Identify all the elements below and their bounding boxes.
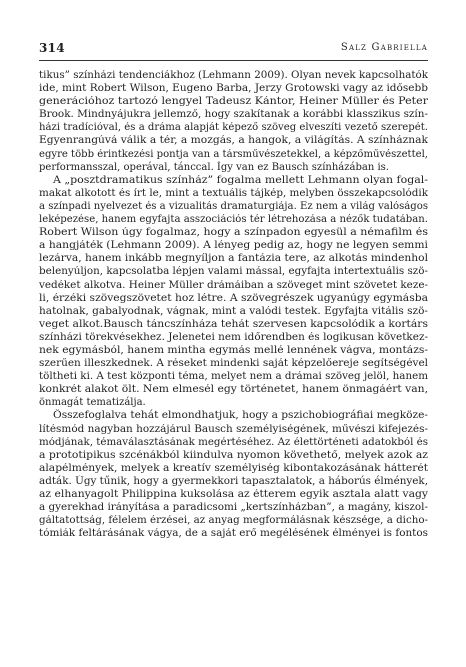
- text-line: vedéket alkotva. Heiner Müller drámáiban a szöveget mint szövetet keze-: [39, 279, 428, 291]
- text-line: makat alkotott és írt le, mint a textuális tájkép, melyben összekapcsolódik: [39, 187, 428, 199]
- text-line: tómiák feltárásának vágya, de a saját erő megélésének élményei is fontos: [39, 528, 428, 540]
- header-rule: [39, 60, 428, 61]
- text-line: ide, mint Robert Wilson, Eugeno Barba, Jerzy Grotowski vagy az idősebb: [39, 83, 428, 95]
- page-header: [39, 41, 428, 61]
- text-line: performansszal, operával, tánccal. Így van ez Bausch színházában is.: [39, 161, 389, 173]
- text-line: adták. Úgy tűnik, hogy a gyermekkori tapasztalatok, a háborús élmények,: [39, 475, 428, 487]
- running-head-author: Salz Gabriella: [340, 42, 428, 53]
- text-line: leképezése, hanem egyfajta asszociációs tér létrehozása a nézők tudatában.: [39, 214, 428, 226]
- text-line: a színpadi nyelvezet és a vizualitás dramaturgiája. Ez nem a világ valóságos: [39, 200, 428, 212]
- body-text: [39, 69, 428, 540]
- text-line: az elhanyagolt Philippina kuksolása az étterem egyik asztala alatt vagy: [39, 489, 428, 500]
- text-line: tikus” színházi tendenciákhoz (Lehmann 2009). Olyan nevek kapcsolhatók: [39, 70, 428, 81]
- text-line: önmagát tematizálja.: [39, 397, 146, 409]
- text-line: konkrét alakot ölt. Nem elmesél egy történetet, hanem önmagáért van,: [39, 384, 428, 396]
- text-line: lítésmód nagyban hozzájárul Bausch személyiségének, művészi kifejezés-: [39, 423, 428, 435]
- text-line: a hangjáték (Lehmann 2009). A lényeg pedig az, hogy ne legyen semmi: [39, 240, 428, 252]
- text-line: alapélmények, melyek a kreatív személyiség kibontakozásának hátterét: [39, 462, 428, 474]
- text-line: nek egymásból, hanem mintha egymás mellé lennének vágva, montázs-: [39, 344, 428, 356]
- text-line: töltheti ki. A test központi téma, melyet nem a drámai szöveg jelöl, hanem: [39, 371, 428, 383]
- text-line: szerűen illeszkednek. A réseket mindenki saját képzelőereje segítségével: [39, 358, 428, 370]
- text-line: belenyúljon, kapcsolatba lépjen valami mással, egyfajta intertextuális szö-: [39, 266, 428, 278]
- text-line: Összefoglalva tehát elmondhatjuk, hogy a pszichobiográfiai megköze-: [53, 410, 428, 422]
- text-line: házi tradícióval, és a dráma alapját képező szöveg elveszíti vezető szerepét.: [39, 122, 428, 134]
- page-number: 314: [39, 41, 65, 55]
- text-line: a prototipikus szcénákból kiindulva nyomon követhető, melyek azok az: [39, 449, 428, 461]
- text-line: li, érzéki szövegszövetet hoz létre. A szövegrészek ugyanúgy egymásba: [39, 292, 428, 304]
- text-line: generációhoz tartozó lengyel Tadeusz Kántor, Heiner Müller és Peter: [39, 96, 428, 108]
- text-line: Brook. Mindnyájukra jellemző, hogy szakítanak a korábbi klasszikus szín-: [39, 109, 428, 121]
- text-line: A „posztdramatikus színház” fogalma mellett Lehmann olyan fogal-: [53, 174, 428, 186]
- text-line: módjának, témaválasztásának megértéséhez. Az élettörténeti adatokból és: [39, 436, 428, 448]
- text-line: színházi törekvésekhez. Jelenetei nem időrendben és logikusan következ-: [39, 331, 428, 343]
- text-line: Robert Wilson úgy fogalmaz, hogy a színpadon egyesül a némafilm és: [39, 227, 428, 239]
- text-line: Egyenrangúvá válik a tér, a mozgás, a hangok, a világítás. A színháznak: [39, 135, 428, 147]
- text-line: lezárva, hanem inkább megnyíljon a fantázia tere, az alkotás mindenhol: [39, 253, 428, 265]
- text-line: a gyerekhad irányítása a paradicsomi „kertszínházban”, a magány, kiszol-: [39, 502, 428, 514]
- text-line: hatolnak, gabalyodnak, vágnak, mint a valódi testek. Egyfajta vitális szö-: [39, 305, 428, 317]
- text-line: veget alkot.Bausch táncszínháza tehát szervesen kapcsolódik a kortárs: [39, 318, 428, 330]
- text-line: gáltatottság, félelem érzései, az anyag megformálásnak készsége, a dicho-: [39, 515, 428, 527]
- text-line: egyre több érintkezési pontja van a társművészetekkel, a képzőművészettel,: [39, 148, 428, 160]
